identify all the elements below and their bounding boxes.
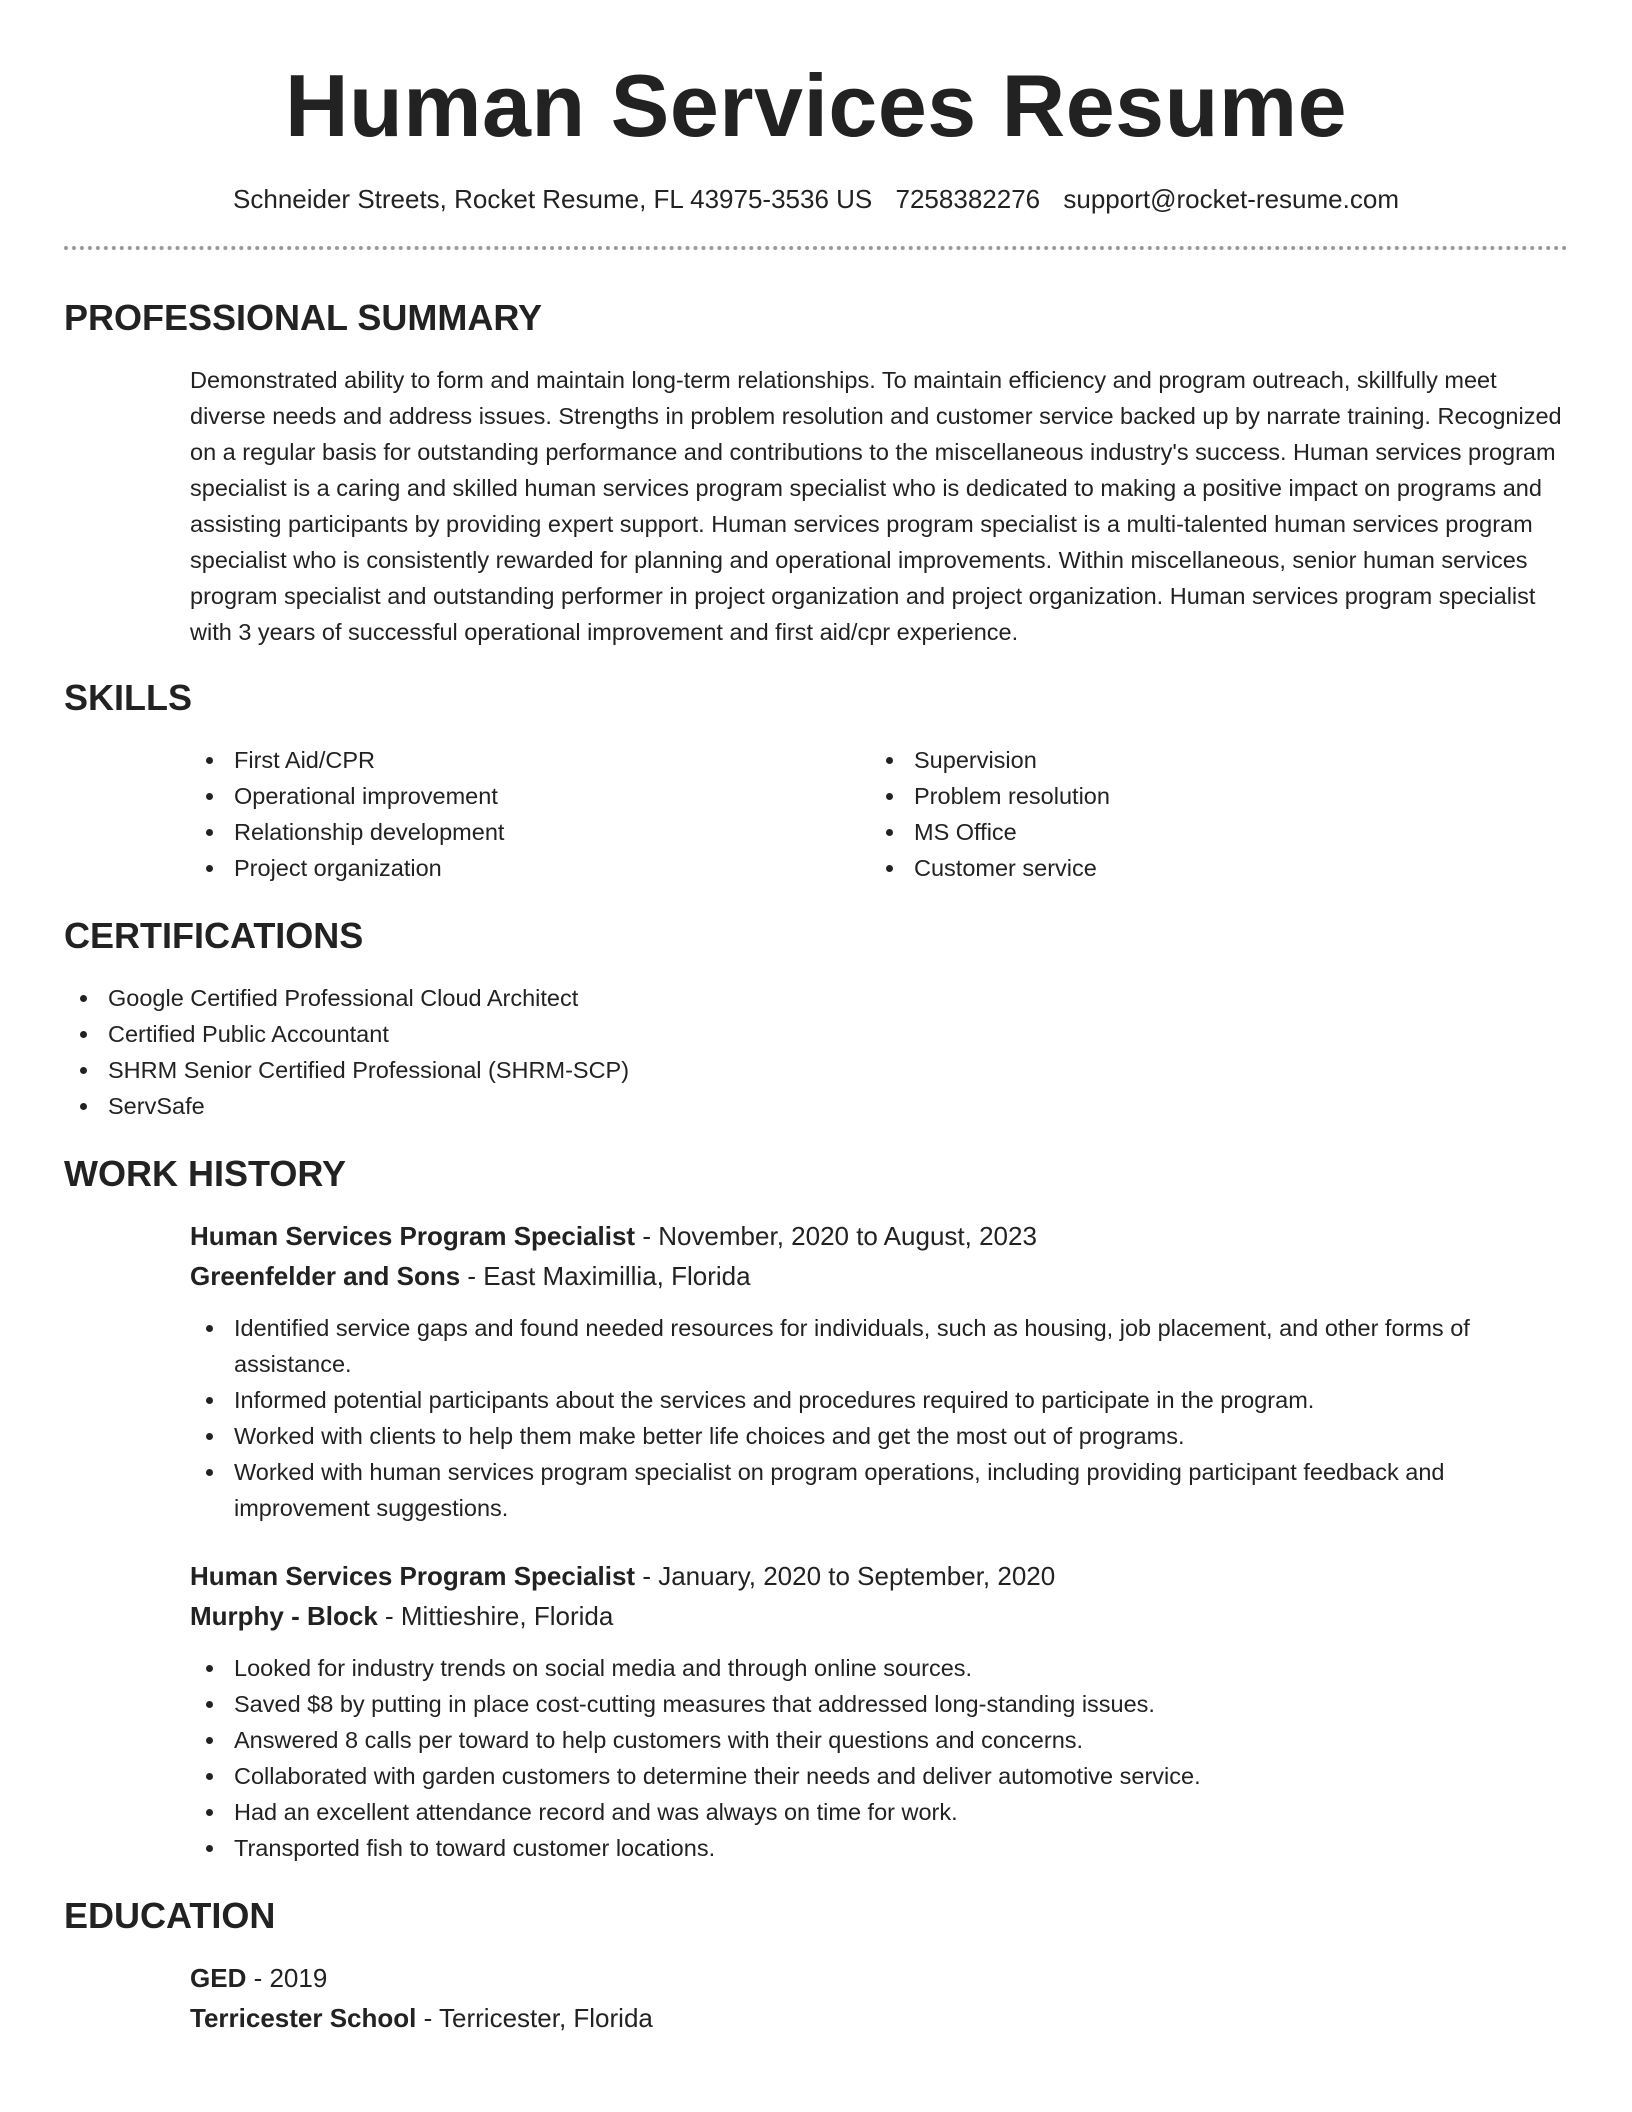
skill-item: MS Office	[870, 814, 1550, 850]
education-school-line	[190, 1998, 1568, 2038]
job-bullet: Informed potential participants about the services and procedures required to participate in the program.	[190, 1382, 1568, 1418]
education-entry	[190, 1958, 1568, 2038]
job-bullet: Worked with human services program specialist on program operations, including providing participant feedback and improvement suggestions.	[190, 1454, 1568, 1526]
contact-address: Schneider Streets, Rocket Resume, FL 43975-3536 US	[233, 184, 873, 214]
skills-list	[190, 742, 1568, 886]
job-bullet: Saved $8 by putting in place cost-cutting measures that addressed long-standing issues.	[190, 1686, 1568, 1722]
resume-title: Human Services Resume	[284, 56, 1348, 155]
job-entry	[190, 1216, 1568, 1526]
education-location: - Terricester, Florida	[416, 2003, 653, 2033]
certification-item: Certified Public Accountant	[64, 1016, 1568, 1052]
job-company-line	[190, 1596, 1568, 1636]
skill-item: Problem resolution	[870, 778, 1550, 814]
certification-item: Google Certified Professional Cloud Architect	[64, 980, 1568, 1016]
job-bullet: Had an excellent attendance record and was always on time for work.	[190, 1794, 1568, 1830]
job-bullet: Transported fish to toward customer locations.	[190, 1830, 1568, 1866]
summary-text: Demonstrated ability to form and maintain long-term relationships. To maintain efficiency and program outreach, skillfully meet diverse needs and address issues. Strengths in problem resolution and customer service backed up by narrate training. Recognized on a regular basis for outstanding performance and contributions to the miscellaneous industry's success. Human services program specialist is a caring and skilled human services program specialist who is dedicated to making a positive impact on programs and assisting participants by providing expert support. Human services program specialist is a multi-talented human services program specialist who is consistently rewarded for planning and operational improvements. Within miscellaneous, senior human services program specialist and outstanding performer in project organization and project organization. Human services program specialist with 3 years of successful operational improvement and first aid/cpr experience.	[190, 367, 1562, 645]
job-role: Human Services Program Specialist	[190, 1221, 636, 1251]
job-company-line	[190, 1256, 1568, 1296]
job-bullet: Looked for industry trends on social media and through online sources.	[190, 1650, 1568, 1686]
skill-item: Project organization	[190, 850, 870, 886]
skill-item: Customer service	[870, 850, 1550, 886]
certification-item: SHRM Senior Certified Professional (SHRM-SCP)	[64, 1052, 1568, 1088]
job-title-line	[190, 1216, 1568, 1256]
skills-column-left	[190, 742, 870, 886]
skill-item: Operational improvement	[190, 778, 870, 814]
job-dates: - November, 2020 to August, 2023	[635, 1221, 1037, 1251]
contact-line	[64, 182, 1568, 216]
skill-item: Supervision	[870, 742, 1550, 778]
job-bullet: Worked with clients to help them make better life choices and get the most out of programs.	[190, 1418, 1568, 1454]
skill-item: Relationship development	[190, 814, 870, 850]
education-year: - 2019	[246, 1963, 328, 1993]
skills-column-right	[870, 742, 1550, 886]
job-bullet: Answered 8 calls per toward to help customers with their questions and concerns.	[190, 1722, 1568, 1758]
job-dates: - January, 2020 to September, 2020	[635, 1561, 1056, 1591]
certifications-heading: CERTIFICATIONS	[64, 915, 364, 956]
job-bullets	[190, 1650, 1568, 1866]
job-bullets	[190, 1310, 1568, 1526]
contact-email: support@rocket-resume.com	[1063, 184, 1399, 214]
job-bullet: Collaborated with garden customers to determine their needs and deliver automotive service.	[190, 1758, 1568, 1794]
job-location: - East Maximillia, Florida	[460, 1261, 751, 1291]
certifications-list	[64, 980, 1568, 1124]
summary-heading: PROFESSIONAL SUMMARY	[64, 297, 543, 338]
job-role: Human Services Program Specialist	[190, 1561, 636, 1591]
job-location: - Mittieshire, Florida	[377, 1601, 614, 1631]
education-school: Terricester School	[190, 2003, 417, 2033]
job-bullet: Identified service gaps and found needed resources for individuals, such as housing, job placement, and other forms of assistance.	[190, 1310, 1568, 1382]
resume-page	[64, 0, 1568, 2038]
education-degree: GED	[190, 1963, 247, 1993]
header-divider	[64, 246, 1568, 250]
education-degree-line	[190, 1958, 1568, 1998]
job-title-line	[190, 1556, 1568, 1596]
education-heading: EDUCATION	[64, 1895, 276, 1936]
job-company: Murphy - Block	[190, 1601, 378, 1631]
work-history-heading: WORK HISTORY	[64, 1153, 347, 1194]
skill-item: First Aid/CPR	[190, 742, 870, 778]
job-entry	[190, 1556, 1568, 1866]
job-company: Greenfelder and Sons	[190, 1261, 461, 1291]
certification-item: ServSafe	[64, 1088, 1568, 1124]
skills-heading: SKILLS	[64, 677, 193, 718]
contact-phone: 7258382276	[895, 184, 1041, 214]
